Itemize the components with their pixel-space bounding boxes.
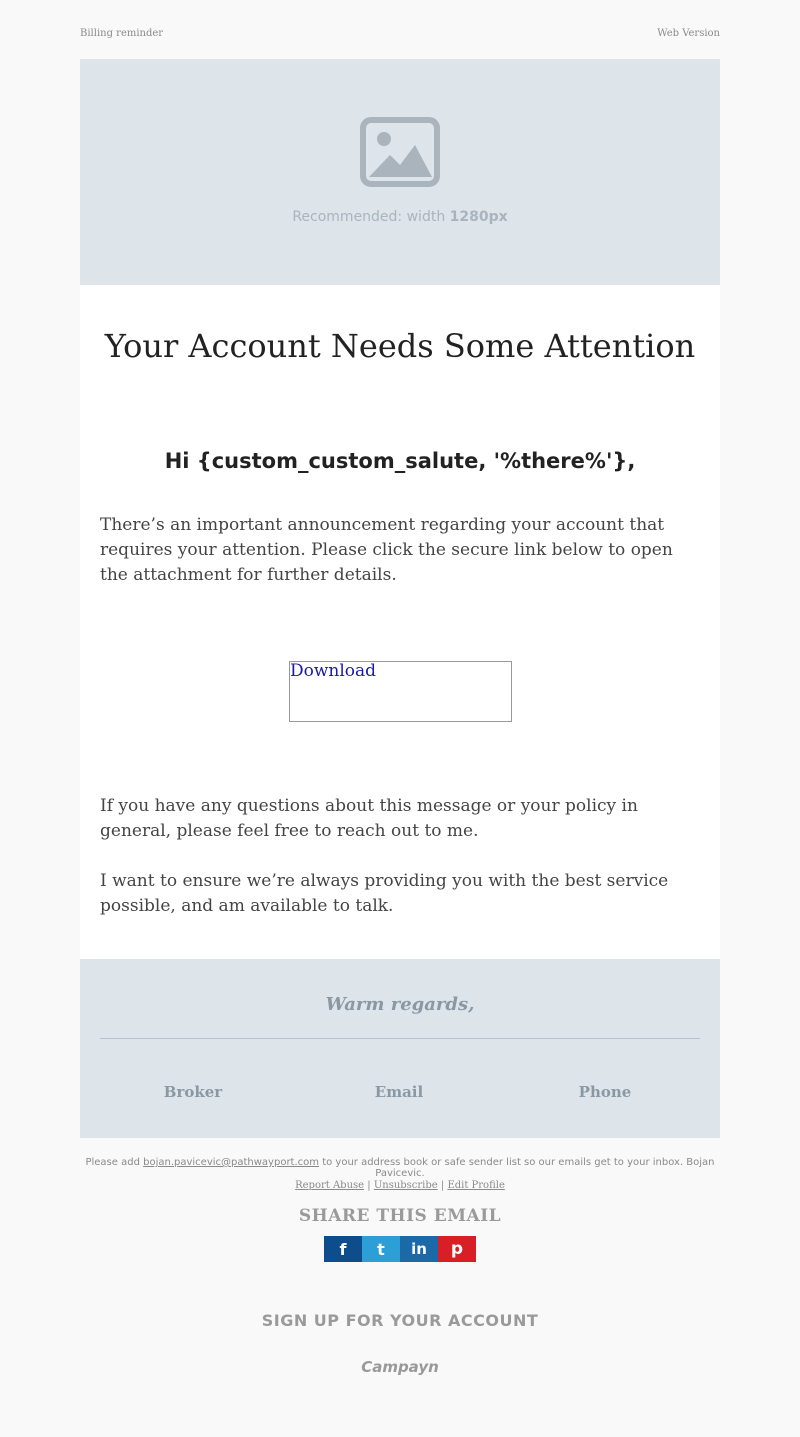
sender-email-link[interactable]: bojan.pavicevic@pathwayport.com bbox=[143, 1157, 320, 1168]
pinterest-share-button[interactable] bbox=[438, 1236, 476, 1262]
download-button[interactable]: Download bbox=[289, 661, 512, 722]
preheader bbox=[80, 28, 720, 39]
footer-note-prefix: Please add bbox=[85, 1157, 144, 1168]
hero-image-placeholder bbox=[80, 59, 720, 285]
facebook-share-button[interactable] bbox=[324, 1236, 362, 1262]
greeting: Hi {custom_custom_salute, '%there%'}, bbox=[164, 449, 636, 473]
regards-text: Warm regards, bbox=[325, 994, 475, 1015]
footer-note-suffix: to your address book or safe sender list so our emails get to your inbox. Bojan Pavicevic. bbox=[319, 1157, 715, 1179]
hero-caption-value: 1280px bbox=[449, 209, 508, 225]
footer-links bbox=[80, 1180, 720, 1191]
social-share-bar bbox=[324, 1236, 476, 1262]
web-version-link[interactable]: Web Version bbox=[657, 28, 720, 39]
unsubscribe-link[interactable]: Unsubscribe bbox=[373, 1180, 438, 1191]
edit-profile-link[interactable]: Edit Profile bbox=[447, 1180, 505, 1191]
linkedin-icon: in bbox=[411, 1240, 427, 1258]
hero-caption bbox=[80, 209, 720, 225]
signoff-section bbox=[80, 959, 720, 1138]
headline: Your Account Needs Some Attention bbox=[104, 327, 696, 365]
campayn-logo[interactable] bbox=[80, 1358, 720, 1376]
main-content bbox=[80, 285, 720, 959]
contact-email: Email bbox=[374, 1083, 424, 1101]
divider bbox=[100, 1038, 700, 1039]
image-placeholder-icon bbox=[360, 117, 440, 187]
footer-note bbox=[80, 1157, 720, 1179]
linkedin-share-button[interactable] bbox=[400, 1236, 438, 1262]
share-title: SHARE THIS EMAIL bbox=[298, 1206, 502, 1226]
twitter-icon: t bbox=[377, 1239, 385, 1259]
report-abuse-link[interactable]: Report Abuse bbox=[295, 1180, 365, 1191]
footer-separator: | bbox=[440, 1180, 445, 1191]
facebook-icon: f bbox=[339, 1239, 347, 1259]
preheader-text: Billing reminder bbox=[80, 28, 164, 39]
questions-paragraph: If you have any questions about this message or your policy in general, please feel free to reach out to me. bbox=[100, 796, 638, 841]
footer-separator: | bbox=[367, 1180, 371, 1191]
contact-broker: Broker bbox=[163, 1083, 223, 1101]
announcement-paragraph: There’s an important announcement regarding your account that requires your attention. Please click the secure link below to open the attachment for further details. bbox=[100, 515, 673, 585]
contact-phone: Phone bbox=[578, 1083, 632, 1101]
pinterest-icon: p bbox=[450, 1239, 464, 1259]
twitter-share-button[interactable] bbox=[362, 1236, 400, 1262]
service-paragraph: I want to ensure we’re always providing you with the best service possible, and am available to talk. bbox=[100, 871, 669, 916]
signup-link[interactable]: SIGN UP FOR YOUR ACCOUNT bbox=[261, 1311, 539, 1330]
brand-text: Campayn bbox=[361, 1358, 439, 1376]
hero-caption-prefix: Recommended: width bbox=[292, 209, 450, 225]
